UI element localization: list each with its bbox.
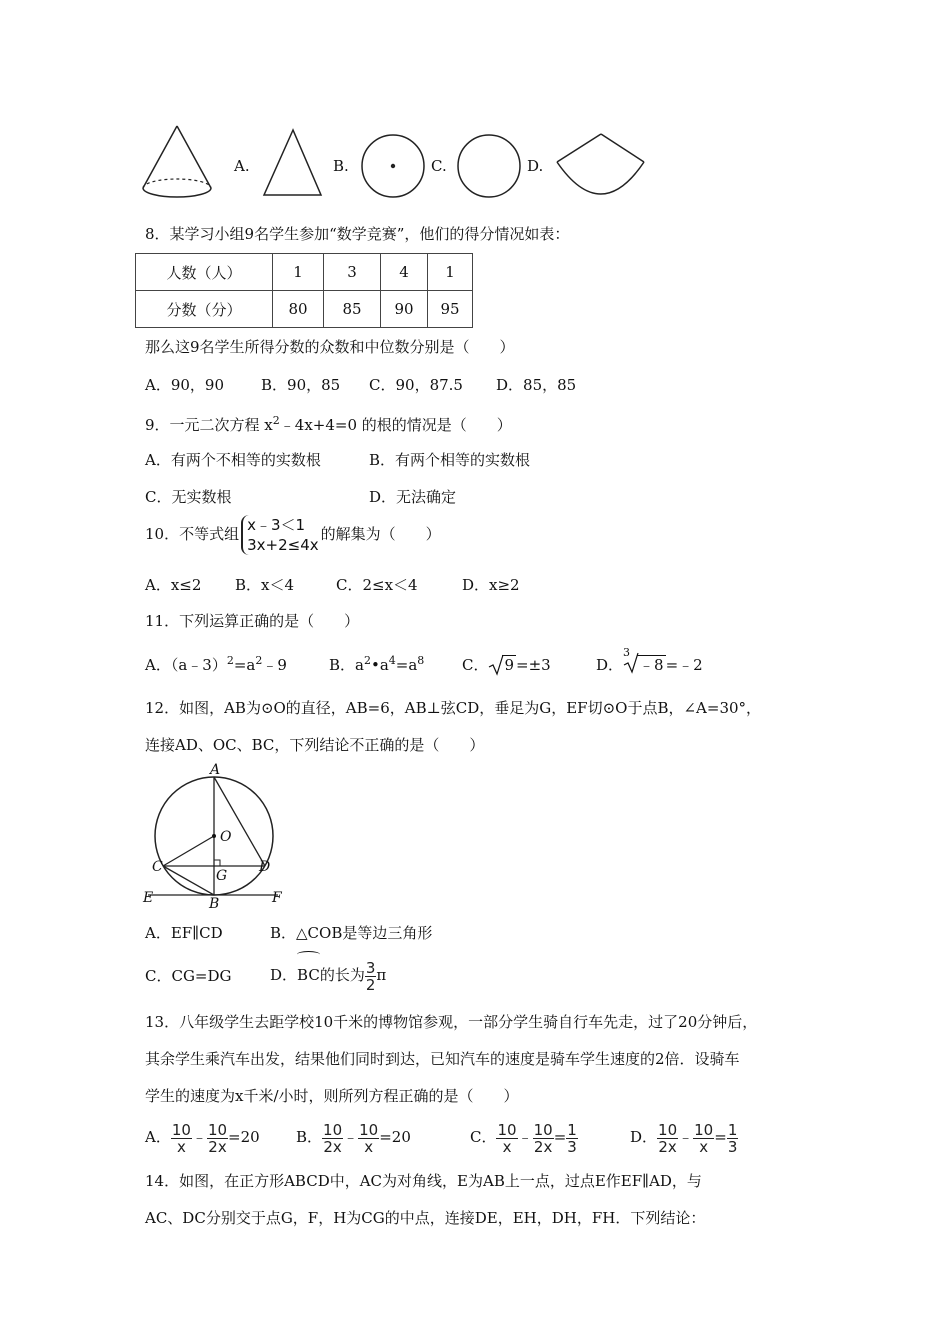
table-row — [136, 291, 473, 328]
q11-d-part: D． — [596, 656, 624, 674]
q7-option-d-label: D. — [527, 157, 544, 175]
exponent: 2 — [226, 654, 234, 667]
point-label-o: O — [220, 829, 232, 845]
q14-stem-line2: AC、DC分别交于点G，F，H为CG的中点，连接DE，EH，DH，FH．下列结论： — [145, 1209, 706, 1227]
arc-bc: BC — [297, 955, 320, 995]
q8-stem: 8．某学习小组9名学生参加“数学竞赛”，他们的得分情况如表： — [145, 225, 570, 243]
q8-option-c: C．90，87.5 — [369, 376, 463, 394]
triangle-view-figure — [262, 128, 324, 198]
q8-question: 那么这9名学生所得分数的众数和中位数分别是（ ） — [145, 338, 515, 356]
q11-option-b — [329, 654, 424, 675]
radical-sign-icon — [623, 652, 639, 674]
inequality-1: x﹣3＜1 — [247, 516, 306, 534]
fraction — [496, 1122, 517, 1155]
numerator: 10 — [533, 1120, 553, 1139]
inequality-2: 3x+2≤4x — [247, 536, 319, 554]
q12-option-d — [270, 955, 386, 995]
score-table — [135, 253, 473, 328]
denominator: 3 — [567, 1137, 577, 1156]
exponent: 8 — [417, 654, 425, 667]
q11-a-part: ﹣9 — [262, 656, 287, 674]
circle-with-center-figure — [360, 133, 426, 199]
square-root — [488, 656, 516, 674]
q13-stem-line3: 学生的速度为x千米/小时，则所列方程正确的是（ ） — [145, 1087, 519, 1105]
numerator: 10 — [359, 1120, 379, 1139]
q8-option-d: D．85，85 — [496, 376, 577, 394]
option-label: B． — [296, 1128, 323, 1146]
table-cell: 4 — [381, 254, 428, 291]
cone-solid-figure — [140, 122, 220, 204]
q10-option-a: A．x≤2 — [145, 576, 202, 594]
numerator: 10 — [171, 1120, 191, 1139]
table-cell: 95 — [428, 291, 473, 328]
q13-option-a — [145, 1117, 260, 1157]
point-label-e: E — [143, 890, 154, 906]
q7-option-c-label: C. — [431, 157, 447, 175]
q12-stem-line1: 12．如图，AB为⊙O的直径，AB=6，AB⊥弦CD，垂足为G，EF切⊙O于点B，∠A=30°， — [145, 699, 762, 717]
denominator: x — [502, 1137, 512, 1156]
table-cell: 80 — [273, 291, 324, 328]
q9-stem-part: 9．一元二次方程 x — [145, 416, 273, 434]
q10-stem — [145, 512, 441, 556]
root-index: 3 — [623, 646, 631, 659]
circle-figure — [456, 133, 522, 199]
q11-c-part: =±3 — [516, 656, 551, 674]
option-label: A． — [145, 1128, 171, 1146]
exponent: 2 — [255, 654, 263, 667]
q12-stem-line2: 连接AD、OC、BC，下列结论不正确的是（ ） — [145, 736, 485, 754]
q13-stem-line2: 其余学生乘汽车出发，结果他们同时到达，已知汽车的速度是骑车学生速度的2倍．设骑车 — [145, 1050, 740, 1068]
q11-option-a — [145, 654, 287, 675]
q10-option-b: B．x＜4 — [235, 576, 295, 594]
table-cell: 90 — [381, 291, 428, 328]
q10-stem-part: 的解集为（ ） — [320, 525, 441, 543]
numerator: 1 — [567, 1120, 577, 1139]
minus-sign: ﹣ — [191, 1128, 207, 1146]
denominator: x — [364, 1137, 374, 1156]
fraction — [533, 1122, 554, 1155]
q8-option-a: A．90，90 — [145, 376, 225, 394]
q11-c-part: C． — [462, 656, 489, 674]
q12-option-b: B．△COB是等边三角形 — [270, 924, 433, 942]
q9-stem-part: ﹣4x+4=0 的根的情况是（ ） — [279, 416, 512, 434]
sector-figure — [555, 130, 647, 200]
numerator: 1 — [727, 1120, 738, 1139]
rhs: =20 — [228, 1128, 260, 1146]
numerator: 10 — [497, 1120, 517, 1139]
numerator: 10 — [694, 1120, 714, 1139]
numerator: 3 — [365, 958, 376, 977]
inequality-system — [241, 515, 319, 555]
option-label: D． — [630, 1128, 658, 1146]
q12-d-part: D． — [270, 966, 298, 984]
cube-root — [623, 646, 666, 675]
q9-option-b: B．有两个相等的实数根 — [369, 451, 531, 469]
q7-option-b-label: B. — [333, 157, 349, 175]
q11-b-part: B．a — [329, 656, 364, 674]
rhs: =20 — [379, 1128, 411, 1146]
q9-stem-exponent: 2 — [272, 414, 280, 427]
q9-stem — [145, 411, 512, 435]
fraction — [566, 1122, 578, 1155]
q9-option-a: A．有两个不相等的实数根 — [145, 451, 321, 469]
minus-sign: ﹣ — [517, 1128, 533, 1146]
denominator: 3 — [727, 1137, 738, 1156]
exponent: 4 — [388, 654, 396, 667]
equals-sign: = — [714, 1128, 727, 1146]
q10-option-d: D．x≥2 — [462, 576, 520, 594]
q11-a-part: =a — [233, 656, 256, 674]
denominator: 2x — [658, 1137, 677, 1156]
point-label-b: B — [209, 896, 220, 912]
fraction — [207, 1122, 228, 1155]
point-label-g: G — [216, 868, 228, 884]
point-label-c: C — [152, 859, 163, 875]
q11-stem: 11．下列运算正确的是（ ） — [145, 612, 360, 630]
q14-stem-line1: 14．如图，在正方形ABCD中，AC为对角线，E为AB上一点，过点E作EF∥AD，与 — [145, 1172, 702, 1190]
equals-sign: = — [553, 1128, 567, 1146]
q11-option-d — [596, 646, 703, 675]
table-cell: 3 — [324, 254, 381, 291]
point-label-f: F — [272, 890, 282, 906]
q13-option-c — [470, 1117, 578, 1157]
table-cell: 1 — [273, 254, 324, 291]
denominator: x — [699, 1137, 709, 1156]
q12-option-c: C．CG=DG — [145, 967, 232, 985]
q13-option-d — [630, 1117, 738, 1157]
point-label-d: D — [259, 859, 271, 875]
fraction — [322, 1122, 343, 1155]
table-cell: 1 — [428, 254, 473, 291]
radical-sign-icon — [488, 654, 504, 676]
q10-stem-part: 10．不等式组 — [145, 525, 240, 543]
q12-d-part: 的长为 — [319, 966, 365, 984]
fraction — [727, 1122, 739, 1155]
table-header-score: 分数（分） — [136, 291, 273, 328]
numerator: 10 — [323, 1120, 343, 1139]
q13-option-b — [296, 1117, 411, 1157]
table-header-people: 人数（人） — [136, 254, 273, 291]
numerator: 10 — [658, 1120, 678, 1139]
exponent: 2 — [363, 654, 371, 667]
numerator: 10 — [207, 1120, 228, 1139]
fraction — [693, 1122, 714, 1155]
option-label: C． — [470, 1128, 497, 1146]
denominator: 2 — [365, 975, 376, 994]
fraction — [171, 1122, 192, 1155]
q11-b-part: =a — [395, 656, 418, 674]
q12-d-part: π — [376, 966, 387, 984]
q11-a-part: A．（a﹣3） — [145, 656, 227, 674]
fraction — [358, 1122, 379, 1155]
fraction — [657, 1122, 678, 1155]
q11-b-part: •a — [370, 656, 389, 674]
q11-d-part: =﹣2 — [665, 656, 703, 674]
q11-option-c — [462, 654, 551, 675]
denominator: 2x — [208, 1137, 227, 1156]
q9-option-d: D．无法确定 — [369, 488, 457, 506]
denominator: x — [176, 1137, 186, 1156]
fraction — [365, 960, 377, 993]
table-row — [136, 254, 473, 291]
table-cell: 85 — [324, 291, 381, 328]
q12-option-a: A．EF∥CD — [145, 924, 223, 942]
circle-geometry-figure — [140, 762, 290, 912]
point-label-a: A — [210, 762, 221, 778]
radicand: 9 — [504, 656, 515, 674]
q13-stem-line1: 13．八年级学生去距学校10千米的博物馆参观，一部分学生骑自行车先走，过了20分钟后， — [145, 1013, 758, 1031]
minus-sign: ﹣ — [678, 1128, 694, 1146]
q9-option-c: C．无实数根 — [145, 488, 232, 506]
denominator: 2x — [323, 1137, 342, 1156]
q10-option-c: C．2≤x＜4 — [336, 576, 418, 594]
q8-option-b: B．90，85 — [261, 376, 341, 394]
denominator: 2x — [533, 1137, 553, 1156]
radicand: ﹣8 — [639, 656, 664, 674]
q7-option-a-label: A. — [234, 157, 250, 175]
minus-sign: ﹣ — [343, 1128, 359, 1146]
